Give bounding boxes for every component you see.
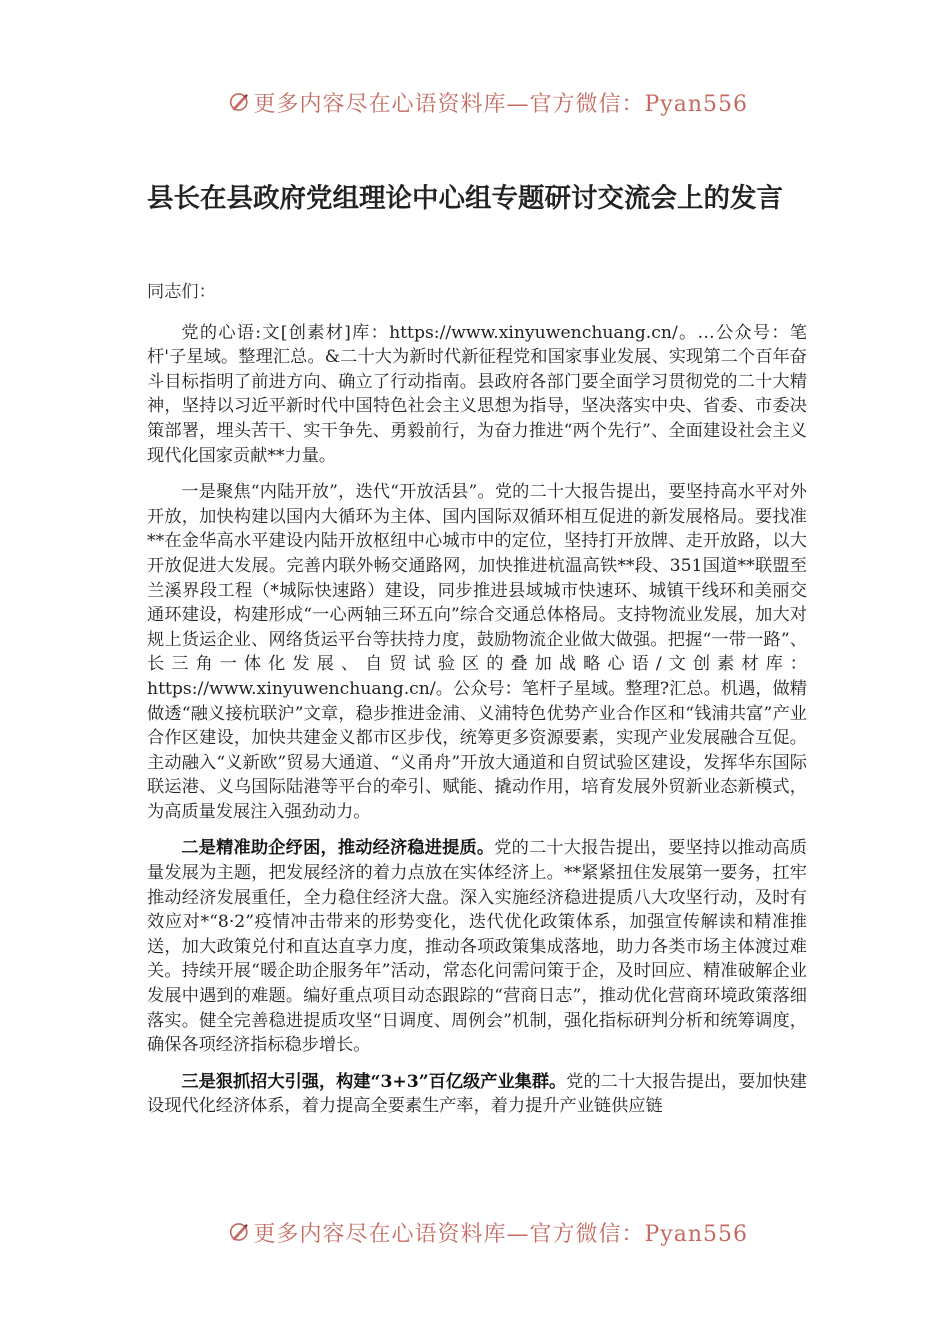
paragraph-text: 一是聚焦“内陆开放”，迭代“开放活县”。党的二十大报告提出，要坚持高水平对外开放，加快构建以国内大循环为主体、国内国际双循环相互促进的新发展格局。要找准**在金华高水平建设内陆开放枢纽中心城市中的定位，坚持打开放牌、走开放路，以大开放促进大发展。完善内联外畅交通路网，加快推进杭温高铁**段、351国道**联盟至兰溪界段工程（*城际快速路）建设，同步推进县域城市快速环、城镇干线环和美丽交通环建设，构建形成“一心两轴三环五向”综合交通总体格局。支持物流业发展，加大对规上货运企业、网络货运平台等扶持力度，鼓励物流企业做大做强。把握“一带一路”、长三角一体化发展、自贸试验区的叠加战略心语/文创素材库：https://www.xinyuwenchuang.cn/。公众号：笔杆子星域。整理?汇总。机遇，做精做透“融义接杭联沪”文章，稳步推进金浦、义浦特色优势产业合作区和“钱浦共富”产业合作区建设，加快共建金义都市区步伐，统筹更多资源要素，实现产业发展融合互促。主动融入“义新欧”贸易大通道、“义甬舟”开放大通道和自贸试验区建设，发挥华东国际联运港、义乌国际陆港等平台的牵引、赋能、撬动作用，培育发展外贸新业态新模式，为高质量发展注入强劲动力。 [147, 482, 807, 822]
paragraph [147, 480, 807, 824]
paragraph-text: 党的二十大报告提出，要加快建设现代化经济体系，着力提高全要素生产率，着力提升产业链供应链 [147, 1071, 807, 1117]
document-title: 县长在县政府党组理论中心组专题研讨交流会上的发言 [147, 183, 783, 214]
greeting: 同志们： [147, 282, 216, 302]
footer-watermark-banner [228, 1210, 748, 1254]
pen-logo-icon [228, 82, 249, 122]
header-watermark-banner [228, 80, 748, 124]
pen-logo-icon [228, 1212, 249, 1252]
paragraph-text: 党的二十大报告提出，要坚持以推动高质量发展为主题，把发展经济的着力点放在实体经济上。**紧紧扭住发展第一要务，扛牢推动经济发展重任，全力稳住经济大盘。深入实施经济稳进提质八大攻坚行动，及时有效应对*“8·2”疫情冲击带来的形势变化，迭代优化政策体系，加强宣传解读和精准推送，加大政策兑付和直达直享力度，推动各项政策集成落地，助力各类市场主体渡过难关。持续开展“暖企助企服务年”活动，常态化问需问策于企，及时回应、精准破解企业发展中遇到的难题。编好重点项目动态跟踪的“营商日志”，推动优化营商环境政策落细落实。健全完善稳进提质攻坚“日调度、周例会”机制，强化指标研判分析和统筹调度，确保各项经济指标稳步增长。 [147, 838, 807, 1056]
footer-banner-text: 更多内容尽在心语资料库—官方微信：Pyan556 [253, 1221, 748, 1247]
paragraph-heading: 二是精准助企纾困，推动经济稳进提质。 [181, 838, 495, 859]
paragraph [147, 1070, 807, 1119]
paragraph-heading: 三是狠抓招大引强，构建“3+3”百亿级产业集群。 [181, 1071, 567, 1092]
header-banner-text: 更多内容尽在心语资料库—官方微信：Pyan556 [253, 91, 748, 117]
document-body [147, 280, 807, 1119]
paragraph [147, 321, 807, 469]
paragraph [147, 836, 807, 1057]
paragraph-text: 党的心语:文[创素材]库：https://www.xinyuwenchuang.cn/。…公众号：笔杆'子星域。整理汇总。&二十大为新时代新征程党和国家事业发展、实现第二个百年奋斗目标指明了前进方向、确立了行动指南。县政府各部门要全面学习贯彻党的二十大精神，坚持以习近平新时代中国特色社会主义思想为指导，坚决落实中央、省委、市委决策部署，埋头苦干、实干争先、勇毅前行，为奋力推进“两个先行”、全面建设社会主义现代化国家贡献**力量。 [147, 322, 807, 466]
